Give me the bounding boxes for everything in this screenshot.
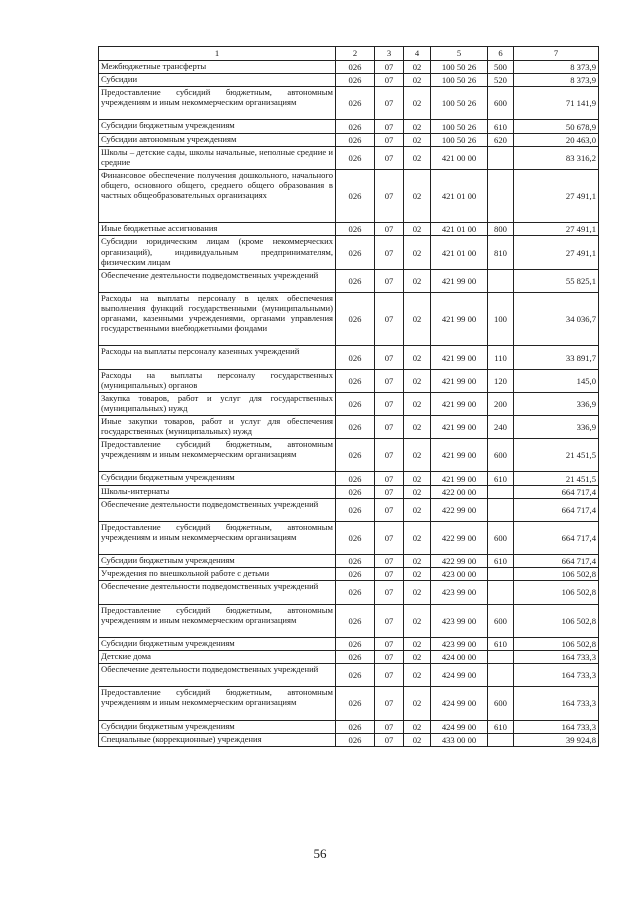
- section-code: 07: [375, 236, 404, 269]
- subsection-code: 02: [404, 733, 431, 746]
- amount: 106 502,8: [514, 568, 599, 581]
- table-row: [99, 346, 599, 369]
- expense-type-code: 620: [488, 133, 514, 146]
- table-row: [99, 223, 599, 236]
- row-label: Расходы на выплаты персоналу государственных (муниципальных) органов: [99, 369, 336, 392]
- row-label: Предоставление субсидий бюджетным, автономным учреждениям и иным некоммерческим организациям: [99, 521, 336, 554]
- ministry-code: 026: [336, 269, 375, 292]
- amount: 21 451,5: [514, 439, 599, 472]
- row-label: Учреждения по внешкольной работе с детьми: [99, 568, 336, 581]
- row-label: Субсидии бюджетным учреждениям: [99, 120, 336, 133]
- row-label: Иные бюджетные ассигнования: [99, 223, 336, 236]
- row-label: Предоставление субсидий бюджетным, автономным учреждениям и иным некоммерческим организациям: [99, 604, 336, 637]
- table-row: [99, 664, 599, 687]
- row-label: Школы-интернаты: [99, 485, 336, 498]
- target-article-code: 424 99 00: [431, 687, 488, 720]
- ministry-code: 026: [336, 604, 375, 637]
- table-row: [99, 439, 599, 472]
- row-label: Школы – детские сады, школы начальные, неполные средние и средние: [99, 146, 336, 169]
- subsection-code: 02: [404, 416, 431, 439]
- ministry-code: 026: [336, 416, 375, 439]
- expense-type-code: [488, 485, 514, 498]
- section-code: 07: [375, 87, 404, 120]
- amount: 106 502,8: [514, 637, 599, 650]
- table-row: [99, 236, 599, 269]
- target-article-code: 421 01 00: [431, 223, 488, 236]
- column-header: 3: [375, 47, 404, 61]
- amount: 83 316,2: [514, 146, 599, 169]
- column-header: 2: [336, 47, 375, 61]
- table-row: [99, 169, 599, 223]
- section-code: 07: [375, 568, 404, 581]
- table-row: [99, 133, 599, 146]
- subsection-code: 02: [404, 133, 431, 146]
- section-code: 07: [375, 146, 404, 169]
- expense-type-code: 610: [488, 637, 514, 650]
- row-label: Субсидии автономным учреждениям: [99, 133, 336, 146]
- amount: 33 891,7: [514, 346, 599, 369]
- ministry-code: 026: [336, 664, 375, 687]
- expense-type-code: [488, 498, 514, 521]
- ministry-code: 026: [336, 555, 375, 568]
- subsection-code: 02: [404, 650, 431, 663]
- table-row: [99, 292, 599, 346]
- section-code: 07: [375, 74, 404, 87]
- table-row: [99, 74, 599, 87]
- subsection-code: 02: [404, 236, 431, 269]
- section-code: 07: [375, 269, 404, 292]
- row-label: Субсидии бюджетным учреждениям: [99, 472, 336, 485]
- subsection-code: 02: [404, 472, 431, 485]
- amount: 664 717,4: [514, 555, 599, 568]
- table-row: [99, 87, 599, 120]
- section-code: 07: [375, 392, 404, 415]
- ministry-code: 026: [336, 521, 375, 554]
- row-label: Финансовое обеспечение получения дошкольного, начального общего, основного общего, среднего общего образования в частных общеобразовательных организациях: [99, 169, 336, 223]
- table-row: [99, 604, 599, 637]
- target-article-code: 100 50 26: [431, 133, 488, 146]
- subsection-code: 02: [404, 61, 431, 74]
- ministry-code: 026: [336, 485, 375, 498]
- amount: 106 502,8: [514, 581, 599, 604]
- section-code: 07: [375, 650, 404, 663]
- subsection-code: 02: [404, 87, 431, 120]
- amount: 664 717,4: [514, 521, 599, 554]
- target-article-code: 422 99 00: [431, 498, 488, 521]
- expense-type-code: [488, 733, 514, 746]
- subsection-code: 02: [404, 720, 431, 733]
- subsection-code: 02: [404, 568, 431, 581]
- amount: 8 373,9: [514, 74, 599, 87]
- table-row: [99, 650, 599, 663]
- subsection-code: 02: [404, 346, 431, 369]
- row-label: Межбюджетные трансферты: [99, 61, 336, 74]
- row-label: Закупка товаров, работ и услуг для государственных (муниципальных) нужд: [99, 392, 336, 415]
- table-row: [99, 146, 599, 169]
- amount: 39 924,8: [514, 733, 599, 746]
- target-article-code: 421 99 00: [431, 472, 488, 485]
- subsection-code: 02: [404, 146, 431, 169]
- table-row: [99, 61, 599, 74]
- subsection-code: 02: [404, 498, 431, 521]
- row-label: Предоставление субсидий бюджетным, автономным учреждениям и иным некоммерческим организациям: [99, 687, 336, 720]
- target-article-code: 100 50 26: [431, 61, 488, 74]
- row-label: Иные закупки товаров, работ и услуг для обеспечения государственных (муниципальных) нужд: [99, 416, 336, 439]
- ministry-code: 026: [336, 120, 375, 133]
- column-header: 7: [514, 47, 599, 61]
- target-article-code: 424 00 00: [431, 650, 488, 663]
- amount: 164 733,3: [514, 650, 599, 663]
- column-header: 4: [404, 47, 431, 61]
- row-label: Обеспечение деятельности подведомственных учреждений: [99, 498, 336, 521]
- table-row: [99, 269, 599, 292]
- row-label: Обеспечение деятельности подведомственных учреждений: [99, 269, 336, 292]
- target-article-code: 422 99 00: [431, 521, 488, 554]
- section-code: 07: [375, 292, 404, 346]
- amount: 55 825,1: [514, 269, 599, 292]
- ministry-code: 026: [336, 146, 375, 169]
- table-row: [99, 581, 599, 604]
- column-header: 5: [431, 47, 488, 61]
- section-code: 07: [375, 223, 404, 236]
- row-label: Субсидии бюджетным учреждениям: [99, 555, 336, 568]
- amount: 27 491,1: [514, 236, 599, 269]
- expense-type-code: 800: [488, 223, 514, 236]
- target-article-code: 423 00 00: [431, 568, 488, 581]
- expense-type-code: [488, 146, 514, 169]
- table-row: [99, 521, 599, 554]
- expense-type-code: [488, 664, 514, 687]
- section-code: 07: [375, 733, 404, 746]
- expense-type-code: 200: [488, 392, 514, 415]
- section-code: 07: [375, 664, 404, 687]
- target-article-code: 100 50 26: [431, 120, 488, 133]
- row-label: Предоставление субсидий бюджетным, автономным учреждениям и иным некоммерческим организациям: [99, 87, 336, 120]
- expense-type-code: 610: [488, 720, 514, 733]
- row-label: Расходы на выплаты персоналу в целях обеспечения выполнения функций государственными (муниципальными) органами, казенными учреждениями, органами управления государственными внебюджетными фондами: [99, 292, 336, 346]
- row-label: Специальные (коррекционные) учреждения: [99, 733, 336, 746]
- target-article-code: 100 50 26: [431, 87, 488, 120]
- section-code: 07: [375, 521, 404, 554]
- subsection-code: 02: [404, 120, 431, 133]
- amount: 164 733,3: [514, 720, 599, 733]
- section-code: 07: [375, 720, 404, 733]
- section-code: 07: [375, 555, 404, 568]
- expense-type-code: 120: [488, 369, 514, 392]
- table-row: [99, 687, 599, 720]
- ministry-code: 026: [336, 472, 375, 485]
- expense-type-code: 600: [488, 87, 514, 120]
- ministry-code: 026: [336, 687, 375, 720]
- table-row: [99, 568, 599, 581]
- expense-type-code: 600: [488, 439, 514, 472]
- amount: 664 717,4: [514, 485, 599, 498]
- ministry-code: 026: [336, 637, 375, 650]
- amount: 145,0: [514, 369, 599, 392]
- section-code: 07: [375, 637, 404, 650]
- target-article-code: 421 00 00: [431, 146, 488, 169]
- ministry-code: 026: [336, 581, 375, 604]
- target-article-code: 422 99 00: [431, 555, 488, 568]
- row-label: Детские дома: [99, 650, 336, 663]
- target-article-code: 421 01 00: [431, 236, 488, 269]
- target-article-code: 421 99 00: [431, 292, 488, 346]
- row-label: Предоставление субсидий бюджетным, автономным учреждениям и иным некоммерческим организациям: [99, 439, 336, 472]
- table-row: [99, 637, 599, 650]
- table-row: [99, 120, 599, 133]
- section-code: 07: [375, 369, 404, 392]
- ministry-code: 026: [336, 169, 375, 223]
- subsection-code: 02: [404, 269, 431, 292]
- section-code: 07: [375, 439, 404, 472]
- expense-type-code: 600: [488, 521, 514, 554]
- ministry-code: 026: [336, 650, 375, 663]
- table-body: [99, 61, 599, 747]
- table-row: [99, 555, 599, 568]
- amount: 164 733,3: [514, 687, 599, 720]
- expense-type-code: 500: [488, 61, 514, 74]
- ministry-code: 026: [336, 568, 375, 581]
- amount: 50 678,9: [514, 120, 599, 133]
- ministry-code: 026: [336, 720, 375, 733]
- ministry-code: 026: [336, 439, 375, 472]
- ministry-code: 026: [336, 133, 375, 146]
- expense-type-code: [488, 568, 514, 581]
- target-article-code: 423 99 00: [431, 581, 488, 604]
- table-row: [99, 733, 599, 746]
- section-code: 07: [375, 169, 404, 223]
- row-label: Субсидии бюджетным учреждениям: [99, 637, 336, 650]
- expense-type-code: [488, 169, 514, 223]
- page-number: 56: [313, 846, 327, 861]
- section-code: 07: [375, 133, 404, 146]
- expense-type-code: 100: [488, 292, 514, 346]
- amount: 27 491,1: [514, 223, 599, 236]
- subsection-code: 02: [404, 169, 431, 223]
- ministry-code: 026: [336, 236, 375, 269]
- target-article-code: 421 01 00: [431, 169, 488, 223]
- subsection-code: 02: [404, 392, 431, 415]
- target-article-code: 422 00 00: [431, 485, 488, 498]
- target-article-code: 423 99 00: [431, 637, 488, 650]
- table-row: [99, 392, 599, 415]
- table-row: [99, 498, 599, 521]
- target-article-code: 100 50 26: [431, 74, 488, 87]
- target-article-code: 421 99 00: [431, 346, 488, 369]
- amount: 20 463,0: [514, 133, 599, 146]
- ministry-code: 026: [336, 74, 375, 87]
- expense-type-code: 610: [488, 555, 514, 568]
- ministry-code: 026: [336, 498, 375, 521]
- table-row: [99, 720, 599, 733]
- table-row: [99, 472, 599, 485]
- target-article-code: 421 99 00: [431, 392, 488, 415]
- subsection-code: 02: [404, 369, 431, 392]
- expense-type-code: 810: [488, 236, 514, 269]
- amount: 664 717,4: [514, 498, 599, 521]
- expense-type-code: [488, 650, 514, 663]
- ministry-code: 026: [336, 292, 375, 346]
- expense-type-code: 520: [488, 74, 514, 87]
- column-header: 6: [488, 47, 514, 61]
- subsection-code: 02: [404, 521, 431, 554]
- row-label: Обеспечение деятельности подведомственных учреждений: [99, 581, 336, 604]
- amount: 106 502,8: [514, 604, 599, 637]
- amount: 8 373,9: [514, 61, 599, 74]
- ministry-code: 026: [336, 733, 375, 746]
- subsection-code: 02: [404, 74, 431, 87]
- subsection-code: 02: [404, 664, 431, 687]
- column-header: 1: [99, 47, 336, 61]
- table-row: [99, 416, 599, 439]
- section-code: 07: [375, 581, 404, 604]
- amount: 27 491,1: [514, 169, 599, 223]
- expense-type-code: [488, 581, 514, 604]
- subsection-code: 02: [404, 581, 431, 604]
- expense-type-code: 610: [488, 472, 514, 485]
- subsection-code: 02: [404, 439, 431, 472]
- target-article-code: 421 99 00: [431, 439, 488, 472]
- section-code: 07: [375, 120, 404, 133]
- section-code: 07: [375, 472, 404, 485]
- amount: 21 451,5: [514, 472, 599, 485]
- target-article-code: 423 99 00: [431, 604, 488, 637]
- section-code: 07: [375, 604, 404, 637]
- target-article-code: 433 00 00: [431, 733, 488, 746]
- section-code: 07: [375, 498, 404, 521]
- amount: 34 036,7: [514, 292, 599, 346]
- ministry-code: 026: [336, 61, 375, 74]
- table-row: [99, 369, 599, 392]
- target-article-code: 421 99 00: [431, 269, 488, 292]
- row-label: Обеспечение деятельности подведомственных учреждений: [99, 664, 336, 687]
- amount: 336,9: [514, 416, 599, 439]
- subsection-code: 02: [404, 687, 431, 720]
- expense-type-code: 240: [488, 416, 514, 439]
- target-article-code: 424 99 00: [431, 720, 488, 733]
- subsection-code: 02: [404, 223, 431, 236]
- ministry-code: 026: [336, 87, 375, 120]
- row-label: Субсидии юридическим лицам (кроме некоммерческих организаций), индивидуальным предпринимателям, физическим лицам: [99, 236, 336, 269]
- row-label: Субсидии бюджетным учреждениям: [99, 720, 336, 733]
- amount: 336,9: [514, 392, 599, 415]
- section-code: 07: [375, 687, 404, 720]
- subsection-code: 02: [404, 485, 431, 498]
- expense-type-code: 600: [488, 604, 514, 637]
- section-code: 07: [375, 346, 404, 369]
- target-article-code: 421 99 00: [431, 369, 488, 392]
- section-code: 07: [375, 485, 404, 498]
- section-code: 07: [375, 416, 404, 439]
- ministry-code: 026: [336, 369, 375, 392]
- row-label: Расходы на выплаты персоналу казенных учреждений: [99, 346, 336, 369]
- ministry-code: 026: [336, 223, 375, 236]
- ministry-code: 026: [336, 392, 375, 415]
- target-article-code: 421 99 00: [431, 416, 488, 439]
- budget-table: [98, 46, 599, 747]
- expense-type-code: [488, 269, 514, 292]
- subsection-code: 02: [404, 637, 431, 650]
- subsection-code: 02: [404, 555, 431, 568]
- table-header-row: [99, 47, 599, 61]
- expense-type-code: 610: [488, 120, 514, 133]
- subsection-code: 02: [404, 292, 431, 346]
- expense-type-code: 600: [488, 687, 514, 720]
- expense-type-code: 110: [488, 346, 514, 369]
- table-row: [99, 485, 599, 498]
- target-article-code: 424 99 00: [431, 664, 488, 687]
- subsection-code: 02: [404, 604, 431, 637]
- section-code: 07: [375, 61, 404, 74]
- amount: 71 141,9: [514, 87, 599, 120]
- amount: 164 733,3: [514, 664, 599, 687]
- ministry-code: 026: [336, 346, 375, 369]
- row-label: Субсидии: [99, 74, 336, 87]
